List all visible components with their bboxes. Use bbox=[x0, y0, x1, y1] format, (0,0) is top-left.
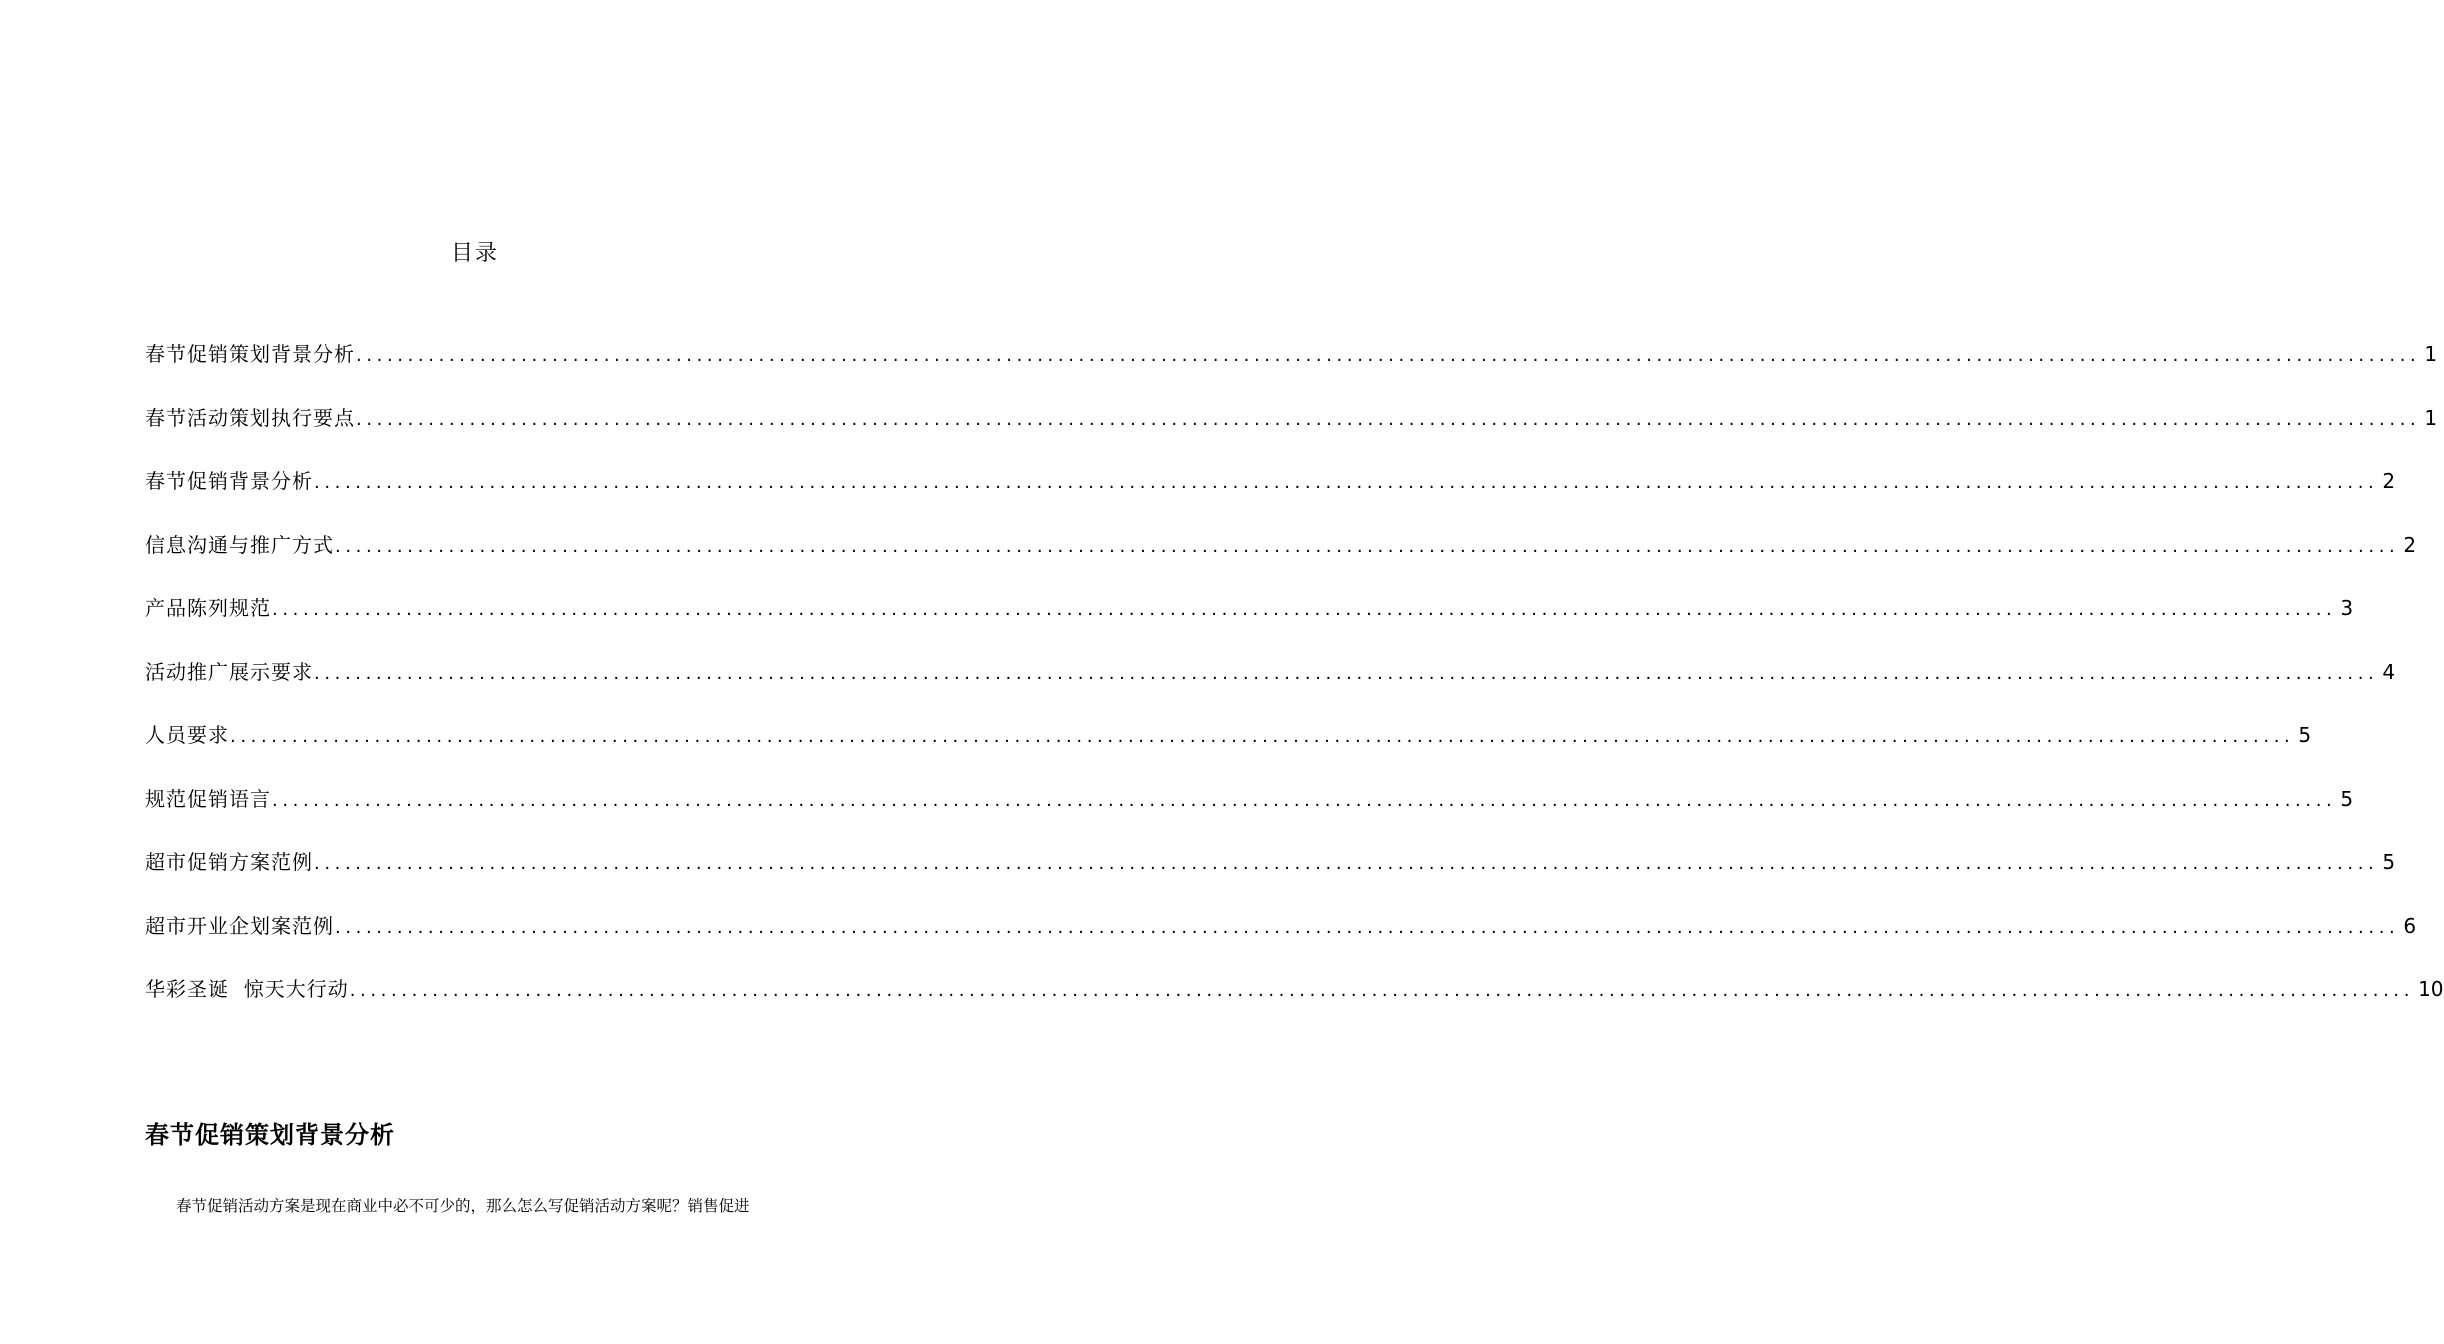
toc-entry-label: 超市促销方案范例 bbox=[145, 850, 313, 874]
toc-entry-page-number: 5 bbox=[2382, 850, 2396, 874]
toc-dot-leader: ........................................................................................................................................................................................................ bbox=[349, 980, 2415, 1001]
toc-entry-label: 产品陈列规范 bbox=[145, 596, 271, 620]
toc-dot-leader: ........................................................................................................................................................................................................ bbox=[314, 662, 2379, 684]
toc-entry-page-number: 5 bbox=[2298, 723, 2312, 747]
toc-entry[interactable] bbox=[145, 529, 2417, 593]
toc-entry-page-number: 2 bbox=[2403, 532, 2417, 557]
toc-dot-leader: ........................................................................................................................................................................................................ bbox=[356, 408, 2421, 430]
toc-entry-label: 规范促销语言 bbox=[145, 786, 271, 811]
toc-entry-label: 春节促销背景分析 bbox=[145, 469, 313, 493]
toc-entry-label: 活动推广展示要求 bbox=[145, 659, 313, 684]
toc-entry[interactable] bbox=[145, 783, 2354, 847]
toc-entry-page-number: 6 bbox=[2403, 913, 2417, 938]
toc-entry-page-number: 3 bbox=[2340, 596, 2354, 620]
toc-entry-page-number: 5 bbox=[2340, 786, 2354, 811]
toc-entry[interactable] bbox=[145, 465, 2396, 529]
toc-entry[interactable] bbox=[145, 402, 2438, 466]
toc-dot-leader: ........................................................................................................................................................................................................ bbox=[356, 345, 2421, 366]
toc-dot-leader: ........................................................................................................................................................................................................ bbox=[272, 789, 2337, 811]
toc-entry-label: 春节促销策划背景分析 bbox=[145, 342, 355, 366]
toc-title: 目录 bbox=[450, 241, 499, 266]
toc-entry[interactable] bbox=[145, 719, 2312, 783]
toc-dot-leader: ........................................................................................................................................................................................................ bbox=[314, 853, 2379, 874]
toc-entry-page-number: 1 bbox=[2424, 342, 2438, 366]
toc-entry[interactable] bbox=[145, 973, 2444, 1037]
toc-dot-leader: ........................................................................................................................................................................................................ bbox=[272, 599, 2337, 620]
toc-entry-label: 信息沟通与推广方式 bbox=[145, 532, 334, 557]
toc-dot-leader: ........................................................................................................................................................................................................ bbox=[314, 472, 2379, 493]
toc-entry-label: 超市开业企划案范例 bbox=[145, 913, 334, 938]
toc-dot-leader: ........................................................................................................................................................................................................ bbox=[335, 916, 2400, 938]
toc-entry-label: 人员要求 bbox=[145, 723, 229, 747]
toc-entry-label: 华彩圣诞 惊天大行动 bbox=[145, 977, 349, 1001]
toc-entry-page-number: 10 bbox=[2418, 977, 2444, 1001]
toc-entry[interactable] bbox=[145, 910, 2417, 974]
toc-entry-label: 春节活动策划执行要点 bbox=[145, 405, 355, 430]
toc-dot-leader: ........................................................................................................................................................................................................ bbox=[230, 726, 2295, 747]
toc-entry[interactable] bbox=[145, 592, 2354, 656]
toc-entry[interactable] bbox=[145, 846, 2396, 910]
toc-entry-page-number: 2 bbox=[2382, 469, 2396, 493]
toc-entry-page-number: 1 bbox=[2424, 405, 2438, 430]
section-heading: 春节促销策划背景分析 bbox=[145, 1121, 395, 1149]
toc-entry[interactable] bbox=[145, 338, 2438, 402]
body-paragraph: 春节促销活动方案是现在商业中必不可少的，那么怎么写促销活动方案呢？销售促进 bbox=[176, 1197, 750, 1215]
toc-entry[interactable] bbox=[145, 656, 2396, 720]
toc-dot-leader: ........................................................................................................................................................................................................ bbox=[335, 535, 2400, 557]
table-of-contents bbox=[145, 338, 2444, 1037]
toc-entry-page-number: 4 bbox=[2382, 659, 2396, 684]
